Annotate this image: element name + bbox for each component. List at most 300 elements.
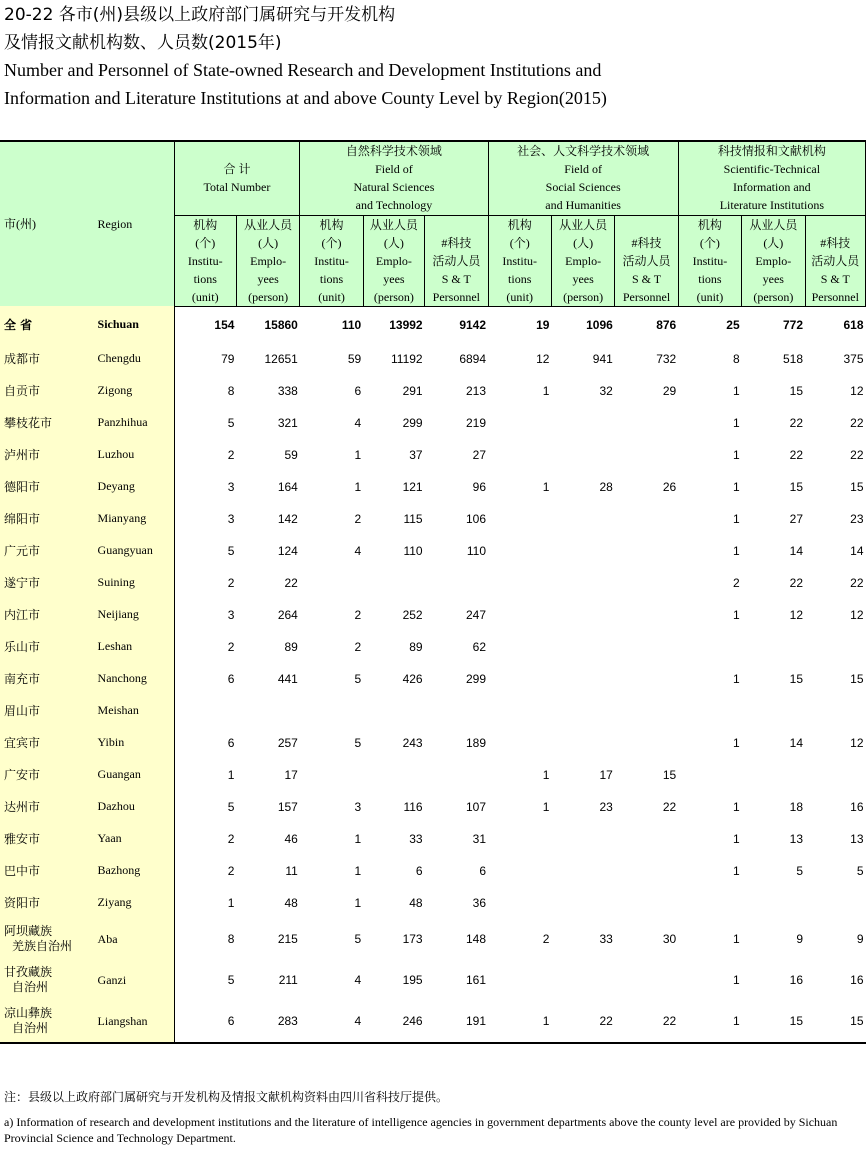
subheader-st-l4: Personnel xyxy=(622,289,671,304)
cell-value: 6894 xyxy=(459,351,487,366)
table-header xyxy=(0,141,866,306)
cell-value xyxy=(742,887,805,919)
subheader-st-l3: S & T xyxy=(441,271,471,286)
row-city-cn xyxy=(0,471,86,503)
row-city-cn-text: 雅安市 xyxy=(4,832,41,846)
title-cn-line2: 及情报文献机构数、人员数(2015年) xyxy=(4,33,282,53)
group-social-cn: 社会、人文科学技术领域 xyxy=(517,144,650,158)
cell-value: 264 xyxy=(277,607,298,622)
subheader-emp-l4: yees xyxy=(257,271,279,286)
cell-value: 19 xyxy=(536,317,550,332)
cell-value: 22 xyxy=(850,575,864,590)
subheader-inst-l1: 机构 xyxy=(697,217,722,232)
cell-value: 1 xyxy=(542,799,550,814)
cell-value xyxy=(488,663,551,695)
subheader-emp-l1: 从业人员 xyxy=(244,217,293,232)
cell-value: 62 xyxy=(472,639,487,654)
cell-value: 9 xyxy=(856,932,864,946)
row-city-cn xyxy=(0,407,86,439)
group-social-en3: and Humanities xyxy=(545,198,621,212)
cell-value: 22 xyxy=(789,447,804,462)
cell-value: 1 xyxy=(732,479,740,494)
table-row xyxy=(0,855,866,887)
note-en: a) Information of research and development institutions and the literature of intelligence agencies in government departments above the county level are provided by Sichuan Provincial Science and Technology Department. xyxy=(4,1115,838,1145)
cell-value: 14 xyxy=(789,735,804,750)
row-city-cn-text: 遂宁市 xyxy=(4,576,41,590)
cell-value: 6 xyxy=(227,735,235,750)
cell-value xyxy=(488,503,551,535)
row-city-cn xyxy=(0,567,86,599)
cell-value xyxy=(488,407,551,439)
row-city-cn-text: 自贡市 xyxy=(4,384,41,398)
subheader-inst-l5: (unit) xyxy=(318,289,345,304)
subheader-inst-l5: (unit) xyxy=(191,289,219,304)
cell-value: 116 xyxy=(403,799,423,814)
cell-value: 22 xyxy=(662,799,677,814)
group-info-en1: Scientific-Technical xyxy=(723,162,821,176)
cell-value: 2 xyxy=(732,575,740,590)
cell-value: 12651 xyxy=(264,351,298,366)
cell-value: 17 xyxy=(599,767,613,782)
row-city-cn-text2: 自治州 xyxy=(12,980,49,994)
cell-value: 1 xyxy=(488,1001,551,1043)
subheader-inst-l1: 机构 xyxy=(193,217,218,232)
table-row xyxy=(0,471,866,503)
cell-value: 3 xyxy=(227,479,235,494)
subheader-emp-l2: (人) xyxy=(763,235,784,250)
row-city-cn-text: 广安市 xyxy=(4,768,41,782)
cell-value: 247 xyxy=(466,607,487,622)
cell-value: 5 xyxy=(227,415,235,430)
cell-value: 321 xyxy=(277,415,298,430)
cell-value: 6 xyxy=(227,671,235,686)
cell-value: 22 xyxy=(789,415,804,430)
subheader-emp-l5: (person) xyxy=(753,289,794,304)
cell-value: 22 xyxy=(789,575,804,590)
cell-value: 1 xyxy=(732,511,740,526)
row-city-cn xyxy=(0,343,86,375)
subheader-inst-l3: Institu- xyxy=(692,253,728,268)
cell-value: 1 xyxy=(732,735,740,750)
cell-value: 16 xyxy=(850,973,864,987)
cell-value: 22 xyxy=(615,1001,678,1043)
row-city-cn-text: 德阳市 xyxy=(4,480,41,494)
subheader-inst-social xyxy=(488,215,551,306)
cell-value xyxy=(615,887,678,919)
row-city-cn xyxy=(0,759,86,791)
row-city-cn xyxy=(0,306,86,343)
cell-value: 189 xyxy=(466,735,487,750)
table-row xyxy=(0,306,866,343)
cell-value: 106 xyxy=(466,511,487,526)
row-region-en: Suining xyxy=(86,567,175,599)
subheader-inst-l3: Institu- xyxy=(314,253,349,268)
subheader-st-natural xyxy=(425,215,488,306)
cell-value: 173 xyxy=(402,932,423,946)
cell-value: 22 xyxy=(551,1001,614,1043)
cell-value: 6 xyxy=(354,383,362,398)
table-row xyxy=(0,1001,866,1043)
cell-value: 110 xyxy=(341,317,362,332)
row-city-cn-text: 广元市 xyxy=(4,544,41,558)
title-en-line1: Number and Personnel of State-owned Research and Development Institutions and xyxy=(4,60,602,80)
subheader-st-l1: #科技 xyxy=(631,235,662,250)
row-region-en: Neijiang xyxy=(86,599,175,631)
cell-value xyxy=(488,535,551,567)
cell-value xyxy=(488,823,551,855)
cell-value xyxy=(551,631,614,663)
cell-value: 1 xyxy=(678,1001,741,1043)
cell-value: 5 xyxy=(227,543,235,558)
subheader-inst-l4: tions xyxy=(698,271,722,286)
cell-value: 1 xyxy=(732,973,740,987)
cell-value: 6 xyxy=(479,863,487,878)
subheader-inst-info xyxy=(678,215,741,306)
cell-value xyxy=(615,823,678,855)
cell-value: 2 xyxy=(227,863,235,878)
cell-value: 3 xyxy=(227,511,235,526)
row-city-cn-text: 成都市 xyxy=(4,352,41,366)
cell-value: 1 xyxy=(732,799,740,814)
table-row xyxy=(0,631,866,663)
cell-value: 2 xyxy=(542,932,550,946)
subheader-emp-l3: Emplo- xyxy=(755,253,792,268)
subheader-emp-l3: Emplo- xyxy=(375,253,412,268)
subheader-inst-l1: 机构 xyxy=(507,217,532,232)
row-region-en: Dazhou xyxy=(86,791,175,823)
cell-value: 110 xyxy=(403,543,423,558)
table-row xyxy=(0,727,866,759)
group-total-en: Total Number xyxy=(203,180,271,195)
cell-value: 124 xyxy=(277,543,298,558)
table-row xyxy=(0,759,866,791)
cell-value: 1 xyxy=(354,479,362,494)
cell-value: 375 xyxy=(843,351,864,366)
cell-value xyxy=(551,439,614,471)
cell-value xyxy=(615,535,678,567)
cell-value: 31 xyxy=(472,831,487,846)
row-city-cn xyxy=(0,919,86,960)
cell-value: 164 xyxy=(277,479,298,494)
cell-value xyxy=(615,599,678,631)
cell-value: 15 xyxy=(789,479,804,494)
cell-value: 5 xyxy=(354,671,362,686)
cell-value: 252 xyxy=(402,607,423,622)
subheader-inst-total xyxy=(174,215,236,306)
table-row xyxy=(0,567,866,599)
subheader-emp-l2: (人) xyxy=(573,235,594,250)
cell-value: 195 xyxy=(402,973,423,987)
cell-value xyxy=(488,960,551,1001)
cell-value: 26 xyxy=(662,479,677,494)
cell-value: 32 xyxy=(599,383,613,398)
row-city-cn xyxy=(0,535,86,567)
cell-value xyxy=(551,960,614,1001)
cell-value xyxy=(551,823,614,855)
cell-value: 33 xyxy=(599,932,613,946)
cell-value xyxy=(300,567,363,599)
cell-value: 191 xyxy=(425,1001,488,1043)
cell-value xyxy=(805,887,865,919)
subheader-st-l2: 活动人员 xyxy=(622,253,671,268)
row-city-cn xyxy=(0,791,86,823)
table-row xyxy=(0,343,866,375)
cell-value: 426 xyxy=(402,671,423,686)
row-city-cn-text: 攀枝花市 xyxy=(4,416,53,430)
header-region-en-text: Region xyxy=(97,217,133,231)
cell-value xyxy=(363,567,424,599)
cell-value: 15 xyxy=(850,479,864,494)
cell-value xyxy=(488,727,551,759)
row-city-cn xyxy=(0,823,86,855)
cell-value: 5 xyxy=(796,863,804,878)
cell-value: 15 xyxy=(742,1001,805,1043)
table-row xyxy=(0,535,866,567)
cell-value: 2 xyxy=(227,639,235,654)
cell-value: 15 xyxy=(789,383,804,398)
cell-value: 4 xyxy=(354,415,362,430)
subheader-emp-l4: yees xyxy=(383,271,405,286)
table-row xyxy=(0,375,866,407)
cell-value: 5 xyxy=(856,863,864,878)
cell-value: 15860 xyxy=(264,317,298,332)
cell-value xyxy=(425,567,488,599)
cell-value xyxy=(551,503,614,535)
cell-value: 2 xyxy=(227,575,235,590)
row-city-cn-text2: 自治州 xyxy=(12,1021,49,1035)
row-region-en: Yaan xyxy=(86,823,175,855)
cell-value xyxy=(551,407,614,439)
group-info-en2: Information and xyxy=(733,180,811,194)
cell-value: 22 xyxy=(850,447,864,462)
cell-value: 6 xyxy=(174,1001,236,1043)
row-region-en: Bazhong xyxy=(86,855,175,887)
cell-value: 876 xyxy=(656,317,677,332)
subheader-inst-l3: Institu- xyxy=(502,253,538,268)
cell-value: 1 xyxy=(732,543,740,558)
cell-value: 15 xyxy=(662,767,677,782)
subheader-st-l4: Personnel xyxy=(811,289,859,304)
cell-value: 1 xyxy=(732,607,740,622)
row-city-cn-text: 绵阳市 xyxy=(4,512,41,526)
subheader-emp-l5: (person) xyxy=(248,289,289,304)
cell-value: 22 xyxy=(284,575,298,590)
cell-value: 12 xyxy=(789,607,804,622)
cell-value: 28 xyxy=(599,479,613,494)
cell-value xyxy=(615,695,678,727)
cell-value: 148 xyxy=(466,932,487,946)
row-city-cn xyxy=(0,439,86,471)
cell-value: 772 xyxy=(782,317,804,332)
table-row xyxy=(0,695,866,727)
row-city-cn xyxy=(0,887,86,919)
cell-value: 96 xyxy=(472,479,487,494)
cell-value xyxy=(174,695,236,727)
cell-value xyxy=(488,855,551,887)
cell-value: 2 xyxy=(227,831,235,846)
row-city-cn-text: 南充市 xyxy=(4,672,41,686)
cell-value: 941 xyxy=(592,351,613,366)
cell-value: 5 xyxy=(227,799,235,814)
cell-value: 257 xyxy=(277,735,298,750)
cell-value: 11192 xyxy=(391,351,423,366)
subheader-inst-l2: (个) xyxy=(509,235,530,250)
subheader-inst-l5: (unit) xyxy=(696,289,724,304)
row-region-en: Zigong xyxy=(86,375,175,407)
cell-value xyxy=(678,631,741,663)
row-city-cn-text: 乐山市 xyxy=(4,640,41,654)
cell-value: 161 xyxy=(466,973,487,987)
cell-value xyxy=(551,535,614,567)
cell-value: 1 xyxy=(542,767,550,782)
cell-value xyxy=(805,695,865,727)
header-city-cn xyxy=(0,141,86,306)
table-row xyxy=(0,887,866,919)
cell-value: 110 xyxy=(466,543,487,558)
header-group-total xyxy=(174,141,300,215)
header-group-info xyxy=(678,141,865,215)
subheader-inst-l2: (个) xyxy=(195,235,216,250)
subheader-inst-l5: (unit) xyxy=(506,289,534,304)
cell-value: 1 xyxy=(732,447,740,462)
cell-value xyxy=(551,855,614,887)
subheader-st-l2: 活动人员 xyxy=(811,253,860,268)
subheader-st-l3: S & T xyxy=(631,271,662,286)
cell-value: 12 xyxy=(536,351,550,366)
header-group-natural xyxy=(300,141,488,215)
cell-value xyxy=(615,960,678,1001)
cell-value xyxy=(615,567,678,599)
cell-value xyxy=(678,887,741,919)
cell-value: 48 xyxy=(409,895,423,910)
cell-value xyxy=(363,695,424,727)
cell-value xyxy=(551,695,614,727)
cell-value xyxy=(363,759,424,791)
group-natural-en2: Natural Sciences xyxy=(353,180,435,194)
cell-value: 15 xyxy=(789,671,804,686)
table-row xyxy=(0,791,866,823)
table-row xyxy=(0,663,866,695)
cell-value: 142 xyxy=(277,511,298,526)
cell-value xyxy=(742,759,805,791)
row-region-en: Guangan xyxy=(86,759,175,791)
cell-value: 299 xyxy=(402,415,423,430)
cell-value: 14 xyxy=(789,543,804,558)
cell-value xyxy=(615,407,678,439)
subheader-inst-l4: tions xyxy=(508,271,532,286)
table-row xyxy=(0,919,866,960)
row-city-cn xyxy=(0,855,86,887)
group-natural-en3: and Technology xyxy=(355,198,433,212)
subheader-emp-l2: (人) xyxy=(383,235,404,250)
cell-value: 1 xyxy=(732,863,740,878)
cell-value: 22 xyxy=(850,415,864,430)
cell-value: 283 xyxy=(236,1001,299,1043)
cell-value: 2 xyxy=(354,511,362,526)
table-row xyxy=(0,599,866,631)
row-city-cn-text: 阿坝藏族 xyxy=(4,924,53,938)
cell-value: 211 xyxy=(278,973,298,987)
cell-value: 17 xyxy=(284,767,298,782)
cell-value: 243 xyxy=(402,735,423,750)
table-row xyxy=(0,407,866,439)
subheader-st-info xyxy=(805,215,865,306)
row-region-en: Aba xyxy=(86,919,175,960)
row-city-cn-text: 宜宾市 xyxy=(4,736,41,750)
subheader-emp-l5: (person) xyxy=(563,289,604,304)
row-city-cn xyxy=(0,727,86,759)
cell-value: 1 xyxy=(354,831,362,846)
row-city-cn-text: 全 省 xyxy=(4,317,33,332)
cell-value: 246 xyxy=(363,1001,424,1043)
subheader-emp-l1: 从业人员 xyxy=(749,217,798,232)
subheader-inst-l2: (个) xyxy=(699,235,720,250)
subheader-inst-l4: tions xyxy=(319,271,344,286)
cell-value: 37 xyxy=(409,447,423,462)
group-social-en1: Field of xyxy=(564,162,602,176)
row-city-cn xyxy=(0,663,86,695)
cell-value xyxy=(488,599,551,631)
cell-value xyxy=(615,663,678,695)
cell-value xyxy=(615,855,678,887)
subheader-emp-natural xyxy=(363,215,424,306)
subheader-emp-l5: (person) xyxy=(373,289,414,304)
cell-value: 23 xyxy=(599,799,613,814)
cell-value: 12 xyxy=(850,383,864,398)
row-region-en: Meishan xyxy=(86,695,175,727)
cell-value: 25 xyxy=(726,317,740,332)
subheader-emp-l3: Emplo- xyxy=(250,253,287,268)
cell-value: 3 xyxy=(354,799,362,814)
cell-value: 1 xyxy=(354,863,362,878)
cell-value: 2 xyxy=(227,447,235,462)
cell-value xyxy=(551,599,614,631)
cell-value: 8 xyxy=(227,932,235,946)
subheader-inst-natural xyxy=(300,215,363,306)
row-region-en: Luzhou xyxy=(86,439,175,471)
row-region-en: Nanchong xyxy=(86,663,175,695)
cell-value: 1 xyxy=(732,831,740,846)
row-city-cn xyxy=(0,695,86,727)
cell-value: 8 xyxy=(227,383,235,398)
table-row xyxy=(0,823,866,855)
cell-value: 48 xyxy=(284,895,298,910)
table-row xyxy=(0,439,866,471)
subheader-st-l2: 活动人员 xyxy=(432,253,481,268)
row-region-en: Deyang xyxy=(86,471,175,503)
cell-value: 16 xyxy=(789,973,804,987)
cell-value xyxy=(551,567,614,599)
row-region-en: Liangshan xyxy=(86,1001,175,1043)
cell-value: 1 xyxy=(542,383,550,398)
cell-value xyxy=(551,663,614,695)
row-region-en: Ganzi xyxy=(86,960,175,1001)
cell-value xyxy=(488,439,551,471)
cell-value: 1 xyxy=(732,415,740,430)
cell-value: 1 xyxy=(354,895,362,910)
cell-value: 1 xyxy=(732,671,740,686)
subheader-st-l3: S & T xyxy=(820,271,850,286)
cell-value xyxy=(551,887,614,919)
cell-value: 338 xyxy=(277,383,298,398)
cell-value: 1 xyxy=(227,767,235,782)
cell-value: 441 xyxy=(277,671,298,686)
cell-value xyxy=(488,695,551,727)
subheader-emp-l1: 从业人员 xyxy=(559,217,608,232)
row-city-cn xyxy=(0,503,86,535)
cell-value: 89 xyxy=(409,639,423,654)
cell-value: 30 xyxy=(662,932,677,946)
